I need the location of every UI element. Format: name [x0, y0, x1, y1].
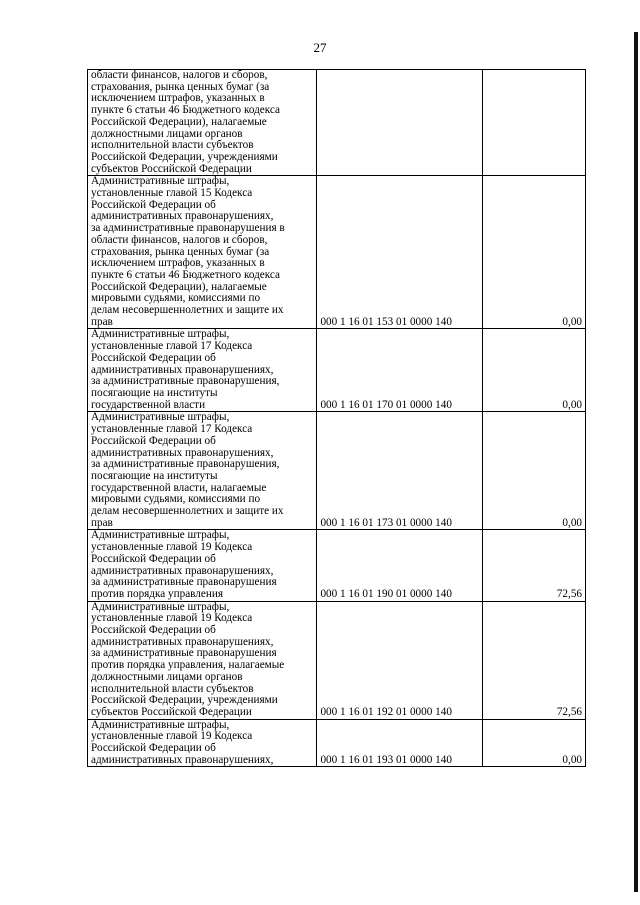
description-text: Административные штрафы, установленные главой 17 Кодекса Российской Федерации об административных правонарушениях, за административные правонарушения, посягающие на институты государственной власти	[91, 328, 280, 411]
description-text: Административные штрафы, установленные главой 19 Кодекса Российской Федерации об административных правонарушениях, за административные правонарушения против порядка управления, налагаемые должностными лицами органов исполнительной власти субъектов Российской Федерации, учреждениями субъектов Российской Федерации	[91, 600, 285, 718]
description-cell	[88, 719, 317, 767]
code-cell: 000 1 16 01 173 01 0000 140	[317, 412, 482, 530]
table-row	[88, 601, 586, 719]
table-row	[88, 70, 586, 176]
code-cell	[317, 70, 482, 176]
table-row	[88, 530, 586, 601]
value-cell: 72,56	[482, 530, 585, 601]
value-cell: 0,00	[482, 176, 585, 329]
description-text: Административные штрафы, установленные главой 19 Кодекса Российской Федерации об административных правонарушениях,	[91, 718, 274, 766]
value-cell: 0,00	[482, 719, 585, 767]
code-cell: 000 1 16 01 170 01 0000 140	[317, 329, 482, 412]
table-row	[88, 176, 586, 329]
table-row	[88, 719, 586, 767]
page-number: 27	[313, 40, 327, 55]
revenue-table	[87, 69, 586, 767]
description-cell	[88, 70, 317, 176]
description-text: области финансов, налогов и сборов, страхования, рынка ценных бумаг (за исключением штрафов, указанных в пункте 6 статьи 46 Бюджетного кодекса Российской Федерации), налагаемые должностными лицами органов исполнительной власти субъектов Российской Федерации, учреждениями субъектов Российской Федерации	[91, 69, 280, 175]
value-cell: 0,00	[482, 412, 585, 530]
code-cell: 000 1 16 01 193 01 0000 140	[317, 719, 482, 767]
code-cell: 000 1 16 01 153 01 0000 140	[317, 176, 482, 329]
description-cell	[88, 329, 317, 412]
value-cell	[482, 70, 585, 176]
value-cell: 0,00	[482, 329, 585, 412]
description-cell	[88, 176, 317, 329]
description-cell	[88, 601, 317, 719]
table-row	[88, 329, 586, 412]
description-cell	[88, 530, 317, 601]
description-text: Административные штрафы, установленные главой 17 Кодекса Российской Федерации об административных правонарушениях, за административные правонарушения, посягающие на институты государственной власти, налагаемые мировыми судьями, комиссиями по делам несовершеннолетних и защите их прав	[91, 411, 284, 529]
code-cell: 000 1 16 01 190 01 0000 140	[317, 530, 482, 601]
value-cell: 72,56	[482, 601, 585, 719]
code-cell: 000 1 16 01 192 01 0000 140	[317, 601, 482, 719]
table-body	[88, 70, 586, 767]
table-row	[88, 412, 586, 530]
page-edge-shadow	[634, 32, 638, 892]
description-text: Административные штрафы, установленные главой 15 Кодекса Российской Федерации об административных правонарушениях, за административные правонарушения в области финансов, налогов и сборов, страхования, рынка ценных бумаг (за исключением штрафов, указанных в пункте 6 статьи 46 Бюджетного кодекса Российской Федерации), налагаемые мировыми судьями, комиссиями по делам несовершеннолетних и защите их прав	[91, 175, 285, 328]
description-cell	[88, 412, 317, 530]
description-text: Административные штрафы, установленные главой 19 Кодекса Российской Федерации об административных правонарушениях, за административные правонарушения против порядка управления	[91, 529, 277, 600]
